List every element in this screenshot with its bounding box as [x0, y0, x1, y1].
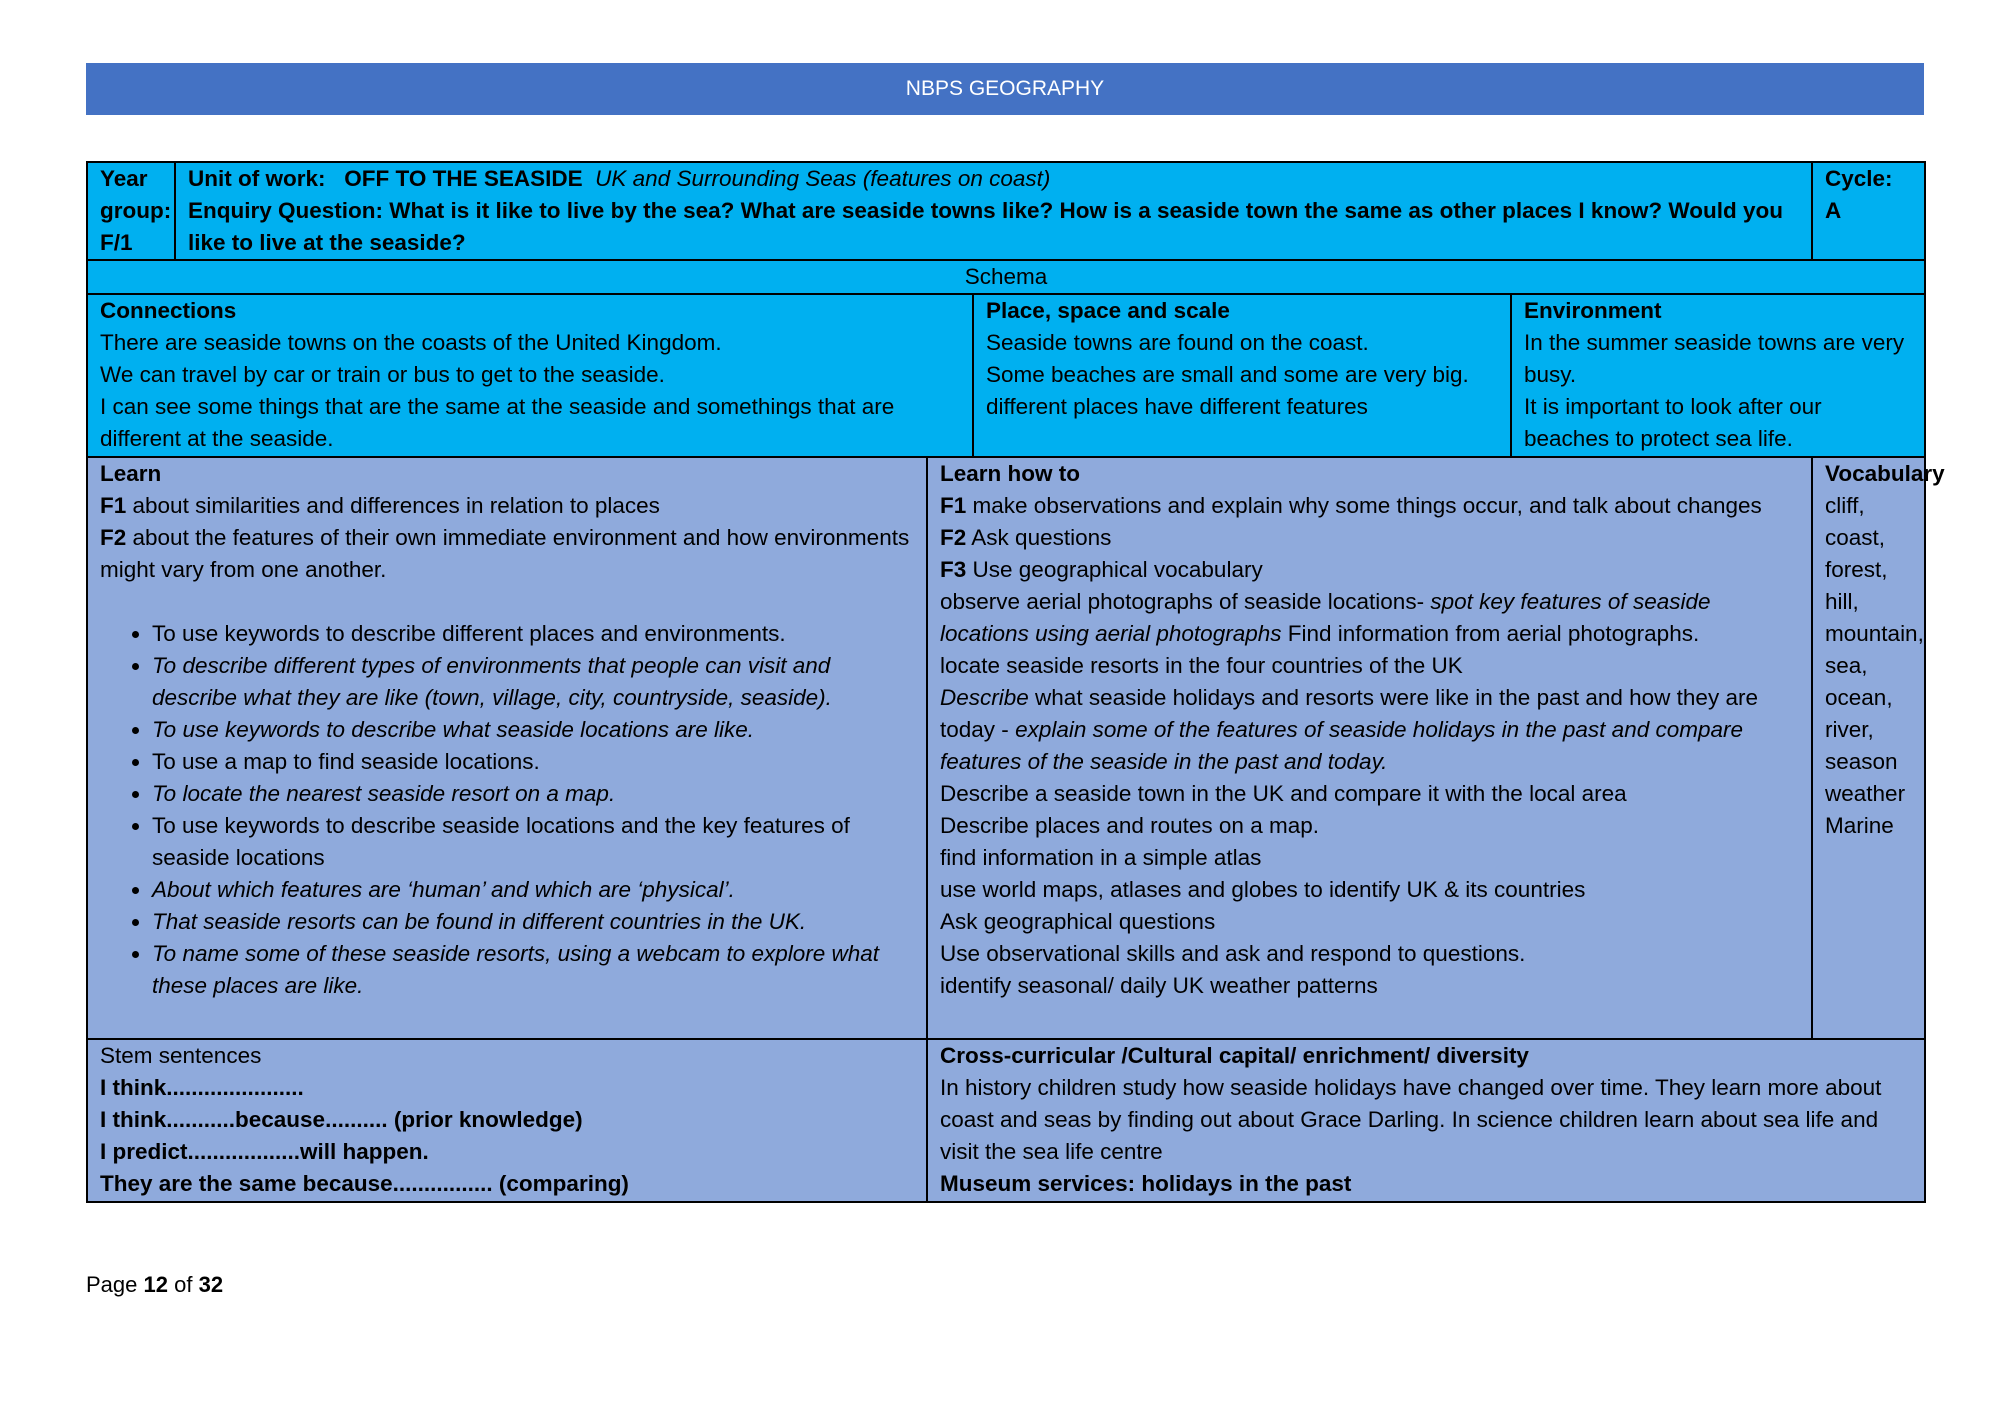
- connections-line: There are seaside towns on the coasts of the United Kingdom.: [100, 330, 722, 355]
- place-cell: [973, 294, 1511, 457]
- learn-how-cell: [927, 457, 1812, 1039]
- learn-objective: • To use keywords to describe seaside locations and the key features of seaside locations: [152, 810, 914, 874]
- learn-how-line: Use observational skills and ask and respond to questions.: [940, 941, 1526, 966]
- learn-objective: • To name some of these seaside resorts, using a webcam to explore what these places are like.: [152, 938, 914, 1002]
- header-title: NBPS GEOGRAPHY: [905, 77, 1105, 100]
- environment-cell: [1511, 294, 1925, 457]
- learn-how-line: use world maps, atlases and globes to identify UK & its countries: [940, 877, 1586, 902]
- place-heading: Place, space and scale: [986, 298, 1230, 323]
- learn-objective: • That seaside resorts can be found in different countries in the UK.: [152, 906, 914, 938]
- year-group-cell: [87, 162, 175, 260]
- learn-heading: Learn: [100, 461, 162, 486]
- museum-services: Museum services: holidays in the past: [940, 1171, 1352, 1196]
- vocabulary-word: sea,: [1825, 653, 1868, 678]
- year-group: Year group: F/1: [100, 166, 172, 255]
- page-label: Page: [86, 1272, 138, 1297]
- learn-how-heading: Learn how to: [940, 461, 1081, 486]
- cycle-cell: [1812, 162, 1925, 260]
- cross-heading: Cross-curricular /Cultural capital/ enrichment/ diversity: [940, 1043, 1529, 1068]
- learn-how-f3: F3 Use geographical vocabulary: [940, 557, 1263, 582]
- document-header: [86, 63, 1924, 115]
- environment-heading: Environment: [1524, 298, 1662, 323]
- learn-how-line: identify seasonal/ daily UK weather patterns: [940, 973, 1378, 998]
- learn-how-line: Ask geographical questions: [940, 909, 1216, 934]
- page-number: 12: [143, 1272, 168, 1297]
- learn-how-line: Describe places and routes on a map.: [940, 813, 1319, 838]
- vocabulary-word: weather: [1825, 781, 1906, 806]
- unit-subtitle: UK and Surrounding Seas (features on coast): [595, 166, 1051, 191]
- schema-title: Schema: [964, 264, 1048, 289]
- learn-how-line: Describe a seaside town in the UK and compare it with the local area: [940, 781, 1627, 806]
- connections-cell: [87, 294, 973, 457]
- vocabulary-word: season: [1825, 749, 1898, 774]
- enquiry-question: Enquiry Question: What is it like to live by the sea? What are seaside towns like? How is a seaside town the same as other places I know? Would you like to live at the seaside?: [188, 198, 1783, 255]
- stem-sentences-cell: [87, 1039, 927, 1202]
- cycle: Cycle: A: [1825, 166, 1893, 223]
- learn-objective: • To describe different types of environments that people can visit and describe what they are like (town, village, city, countryside, seaside).: [152, 650, 914, 714]
- unit-title: OFF TO THE SEASIDE: [344, 166, 583, 191]
- cross-text: In history children study how seaside holidays have changed over time. They learn more about coast and seas by finding out about Grace Darling. In science children learn about sea life and visit the sea life centre: [940, 1075, 1882, 1164]
- learn-objective: • To use keywords to describe different places and environments.: [152, 618, 914, 650]
- connections-heading: Connections: [100, 298, 237, 323]
- stem-heading: Stem sentences: [100, 1043, 262, 1068]
- vocabulary-heading: Vocabulary: [1825, 461, 1945, 486]
- learn-f2: F2 about the features of their own immediate environment and how environments might vary from one another.: [100, 525, 910, 582]
- place-line: Seaside towns are found on the coast.: [986, 330, 1369, 355]
- page-total: 32: [198, 1272, 224, 1297]
- vocabulary-word: Marine: [1825, 813, 1894, 838]
- unit-label: Unit of work:: [188, 166, 326, 191]
- learn-how-f1: F1 make observations and explain why some things occur, and talk about changes: [940, 493, 1762, 518]
- vocabulary-word: cliff,: [1825, 493, 1865, 518]
- cross-curricular-cell: [927, 1039, 1925, 1202]
- vocabulary-word: ocean,: [1825, 685, 1893, 710]
- environment-line: In the summer seaside towns are very busy.: [1524, 330, 1905, 387]
- connections-line: We can travel by car or train or bus to get to the seaside.: [100, 362, 665, 387]
- vocabulary-word: coast,: [1825, 525, 1886, 550]
- connections-line: I can see some things that are the same at the seaside and somethings that are different at the seaside.: [100, 394, 895, 451]
- place-line: different places have different features: [986, 394, 1368, 419]
- vocabulary-word: river,: [1825, 717, 1874, 742]
- learn-how-f2: F2 Ask questions: [940, 525, 1112, 550]
- learn-objective: • To locate the nearest seaside resort on a map.: [152, 778, 914, 810]
- vocabulary-cell: [1812, 457, 1945, 1039]
- learn-objective: • To use keywords to describe what seaside locations are like.: [152, 714, 914, 746]
- environment-line: It is important to look after our beaches to protect sea life.: [1524, 394, 1822, 451]
- learn-objective: • About which features are ‘human’ and which are ‘physical’.: [152, 874, 914, 906]
- stem-line: I think...........because.......... (prior knowledge): [100, 1107, 583, 1132]
- learn-cell: [87, 457, 927, 1039]
- stem-line: They are the same because................ (comparing): [100, 1171, 629, 1196]
- vocabulary-word: forest,: [1825, 557, 1888, 582]
- learn-how-aerial: observe aerial photographs of seaside locations- spot key features of seaside locations using aerial photographs Find information from aerial photographs.: [940, 589, 1711, 646]
- curriculum-table: [86, 161, 1945, 1203]
- stem-line: I think......................: [100, 1075, 304, 1100]
- page-of-label: of: [174, 1272, 193, 1297]
- learn-objectives-list: [100, 618, 914, 1002]
- learn-how-describe: Describe what seaside holidays and resorts were like in the past and how they are today - explain some of the features of seaside holidays in the past and compare features of the seaside in the past and today.: [940, 685, 1758, 774]
- schema-title-cell: [87, 260, 1925, 294]
- unit-cell: [175, 162, 1812, 260]
- learn-objective: • To use a map to find seaside locations.: [152, 746, 914, 778]
- place-line: Some beaches are small and some are very big.: [986, 362, 1469, 387]
- stem-line: I predict..................will happen.: [100, 1139, 429, 1164]
- page-footer: [86, 1272, 223, 1298]
- vocabulary-word: mountain,: [1825, 621, 1924, 646]
- learn-how-locate: locate seaside resorts in the four countries of the UK: [940, 653, 1463, 678]
- learn-how-line: find information in a simple atlas: [940, 845, 1262, 870]
- vocabulary-word: hill,: [1825, 589, 1859, 614]
- learn-f1: F1 about similarities and differences in relation to places: [100, 493, 660, 518]
